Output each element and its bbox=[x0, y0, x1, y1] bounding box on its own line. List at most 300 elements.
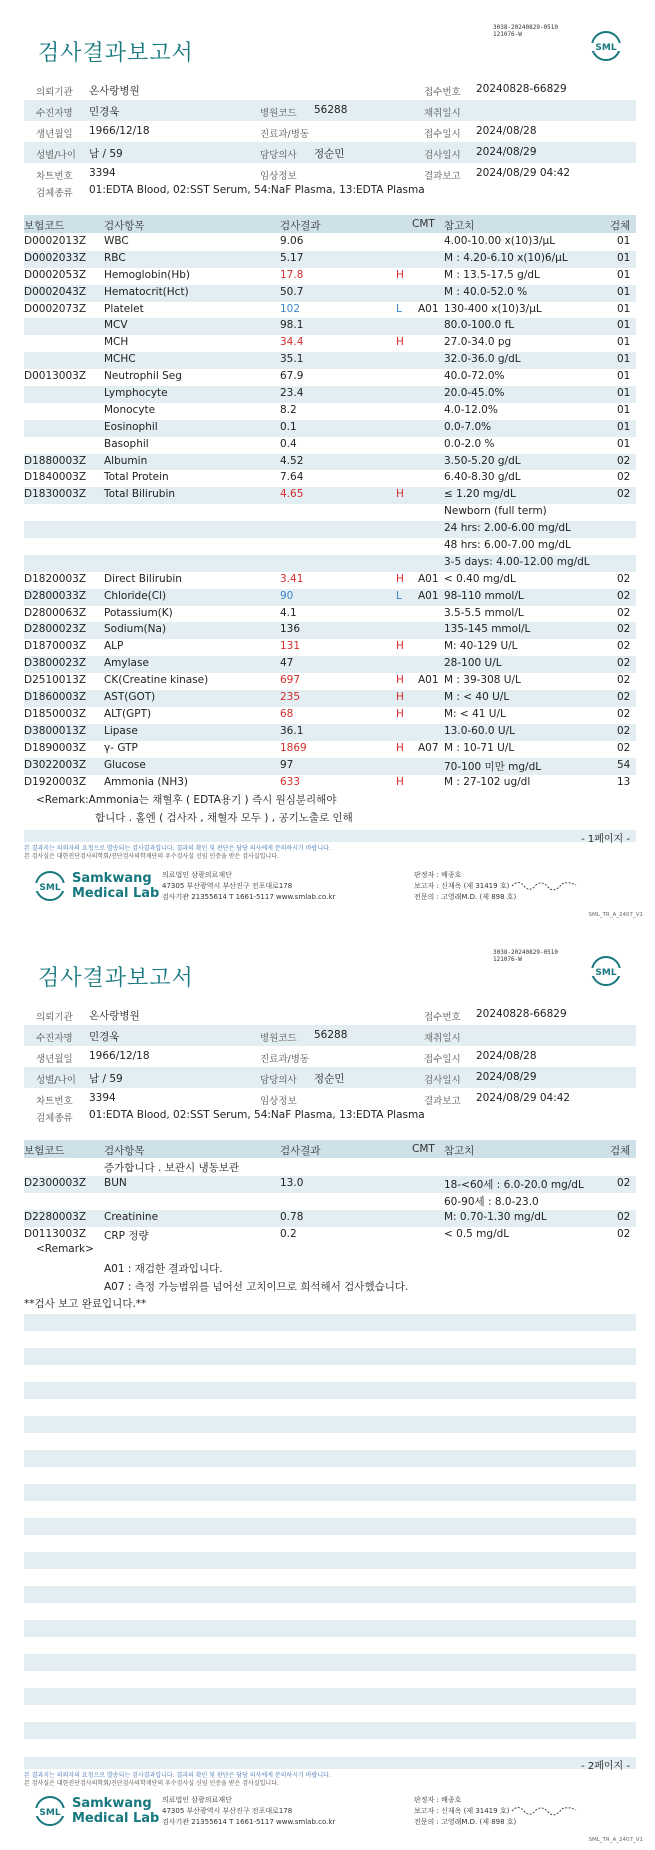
col-ref: 참고치 bbox=[444, 1145, 475, 1157]
test-value: 0.4 bbox=[280, 437, 297, 450]
test-value: 131 bbox=[280, 640, 301, 653]
test-name: Lymphocyte bbox=[104, 387, 168, 400]
company-name-line2: Medical Lab bbox=[72, 1811, 160, 1826]
chart-label: 차트번호 bbox=[36, 171, 73, 182]
test-name: CRP 정량 bbox=[104, 1229, 149, 1242]
test-value: 235 bbox=[280, 691, 301, 704]
blank-row bbox=[24, 1620, 636, 1637]
address-line1: 의료법인 삼광의료재단 bbox=[162, 871, 232, 879]
specimen-code: 54 bbox=[617, 758, 631, 771]
address-line3: 검사기관 21355614 T 1661-5117 www.smlab.co.kr bbox=[162, 893, 336, 901]
hospital-value: 온사랑병원 bbox=[89, 1010, 140, 1022]
specimen-code: 01 bbox=[617, 420, 631, 433]
specimen-code: 02 bbox=[617, 1210, 631, 1223]
reference-range: M : 40.0-52.0 % bbox=[444, 285, 528, 298]
footer-cert-note: 본 검사실은 대한진단검사의학회/진단검사의학재단의 우수검사실 신임 인증을 받은 검사실입니다. bbox=[24, 1780, 279, 1787]
specimen-code: 01 bbox=[617, 403, 631, 416]
specimen-code: 02 bbox=[617, 1227, 631, 1240]
reference-range: 98-110 mmol/L bbox=[444, 589, 524, 602]
footer-logo-text: SML bbox=[39, 883, 61, 893]
reference-range: 6.40-8.30 g/dL bbox=[444, 471, 521, 484]
info-row bbox=[24, 1088, 636, 1109]
reference-range: M : 4.20-6.10 x(10)6/μL bbox=[444, 251, 568, 264]
specimen-code: 01 bbox=[617, 319, 631, 332]
col-cmt: CMT bbox=[412, 1143, 435, 1155]
doc-id-line1: 3038-20240829-0510 bbox=[493, 24, 559, 31]
sex-age-label: 성별/나이 bbox=[36, 1075, 76, 1086]
specimen-code: 02 bbox=[617, 640, 631, 653]
test-name: Eosinophil bbox=[104, 420, 158, 433]
col-value: 검사결과 bbox=[280, 220, 321, 232]
test-code: D1920003Z bbox=[24, 775, 87, 788]
test-value: 50.7 bbox=[280, 285, 304, 298]
hospital-label: 의뢰기관 bbox=[36, 87, 73, 98]
reference-range: M : 39-308 U/L bbox=[444, 674, 521, 687]
hosp-code-value: 56288 bbox=[314, 1029, 348, 1041]
receipt-no-value: 20240828-66829 bbox=[476, 83, 567, 95]
test-code: D1840003Z bbox=[24, 471, 87, 484]
test-value: 0.2 bbox=[280, 1227, 297, 1240]
document-id bbox=[493, 24, 558, 38]
test-code: D0013003Z bbox=[24, 370, 87, 383]
reference-range: 18-<60세 : 6.0-20.0 mg/dL bbox=[444, 1178, 584, 1191]
signer-line3: 전문의 : 고영래M.D. (제 898 호) bbox=[414, 1818, 517, 1826]
receipt-date-label: 접수일시 bbox=[424, 1054, 461, 1065]
company-name-line1: Samkwang bbox=[72, 871, 152, 886]
company-name-line2: Medical Lab bbox=[72, 886, 160, 901]
doc-id-line2: 121076-W bbox=[493, 31, 522, 38]
specimen-code: 02 bbox=[617, 471, 631, 484]
hosp-code-value: 56288 bbox=[314, 104, 348, 116]
table-row bbox=[24, 234, 636, 251]
hospital-label: 의뢰기관 bbox=[36, 1012, 73, 1023]
reference-range: 13.0-60.0 U/L bbox=[444, 724, 515, 737]
test-name: Amylase bbox=[104, 657, 149, 670]
test-value: 3.41 bbox=[280, 572, 304, 585]
test-value: 633 bbox=[280, 775, 301, 788]
col-name: 검사항목 bbox=[104, 1145, 145, 1157]
reference-range: < 0.40 mg/dL bbox=[444, 572, 516, 585]
test-date-value: 2024/08/29 bbox=[476, 146, 537, 158]
test-code: D1850003Z bbox=[24, 707, 87, 720]
col-cmt: CMT bbox=[412, 218, 435, 230]
table-row bbox=[24, 673, 636, 690]
specimen-code: 02 bbox=[617, 606, 631, 619]
test-code: D0002053Z bbox=[24, 268, 87, 281]
reference-range: M : < 40 U/L bbox=[444, 691, 510, 704]
table-row bbox=[24, 622, 636, 639]
specimen-code: 01 bbox=[617, 235, 631, 247]
chart-value: 3394 bbox=[89, 1092, 116, 1104]
specimen-code: 01 bbox=[617, 370, 631, 383]
sex-age-value: 남 / 59 bbox=[89, 148, 123, 160]
blank-row bbox=[24, 1450, 636, 1467]
test-value: 7.64 bbox=[280, 471, 304, 484]
table-row bbox=[24, 251, 636, 268]
table-row bbox=[24, 1159, 636, 1176]
dept-label: 진료과/병동 bbox=[260, 1054, 310, 1065]
test-value: 13.0 bbox=[280, 1176, 304, 1189]
signature-icon bbox=[510, 877, 580, 891]
result-flag: H bbox=[396, 268, 404, 281]
results-table-header bbox=[24, 1140, 636, 1158]
reference-range: M: 0.70-1.30 mg/dL bbox=[444, 1210, 547, 1223]
signatories bbox=[414, 870, 516, 903]
blank-row bbox=[24, 1314, 636, 1331]
result-flag: H bbox=[396, 488, 404, 501]
reference-range: 0.0-2.0 % bbox=[444, 437, 495, 450]
sample-label: 검체종류 bbox=[36, 188, 73, 199]
result-flag: H bbox=[396, 775, 404, 788]
table-row bbox=[24, 335, 636, 352]
blank-row bbox=[24, 1484, 636, 1501]
test-value: 1869 bbox=[280, 741, 307, 754]
page-number: - 2페이지 - bbox=[581, 1761, 630, 1772]
table-row bbox=[24, 369, 636, 386]
reference-range: 40.0-72.0% bbox=[444, 370, 505, 383]
test-name: 증가합니다 . 보관시 냉동보관 bbox=[104, 1162, 240, 1174]
specimen-code: 02 bbox=[617, 724, 631, 737]
signer-line1: 판정자 : 배종호 bbox=[414, 1796, 462, 1804]
reference-range: 60-90세 : 8.0-23.0 bbox=[444, 1195, 539, 1208]
address-line2: 47305 부산광역시 부산진구 전포대로178 bbox=[162, 1807, 293, 1815]
birth-label: 생년월일 bbox=[36, 1054, 73, 1065]
test-name: RBC bbox=[104, 251, 126, 264]
specimen-code: 01 bbox=[617, 437, 631, 450]
test-value: 4.52 bbox=[280, 454, 304, 467]
test-code: D2800023Z bbox=[24, 623, 87, 636]
test-code: D0002073Z bbox=[24, 302, 87, 315]
info-row bbox=[24, 1025, 636, 1046]
reference-range: M: 40-129 U/L bbox=[444, 640, 518, 653]
test-name: MCV bbox=[104, 319, 128, 332]
test-value: 36.1 bbox=[280, 724, 304, 737]
specimen-code: 02 bbox=[617, 691, 631, 704]
receipt-date-value: 2024/08/28 bbox=[476, 1050, 537, 1062]
clinical-label: 임상정보 bbox=[260, 171, 297, 182]
blank-row bbox=[24, 1586, 636, 1603]
result-flag: H bbox=[396, 691, 404, 704]
test-name: Potassium(K) bbox=[104, 606, 173, 619]
reference-range: 48 hrs: 6.00-7.00 mg/dL bbox=[444, 539, 571, 552]
table-row bbox=[24, 352, 636, 369]
test-name: Monocyte bbox=[104, 403, 156, 416]
report-title: 검사결과보고서 bbox=[38, 966, 194, 991]
test-code: D0113003Z bbox=[24, 1227, 87, 1240]
specimen-code: 02 bbox=[617, 454, 631, 467]
specimen-code: 02 bbox=[617, 589, 631, 602]
test-value: 17.8 bbox=[280, 268, 304, 281]
reference-range: < 0.5 mg/dL bbox=[444, 1227, 510, 1240]
test-code: D1860003Z bbox=[24, 691, 87, 704]
patient-label: 수진자명 bbox=[36, 1033, 73, 1044]
test-value: 68 bbox=[280, 707, 294, 720]
remark-line-1: <Remark:Ammonia는 채혈후 ( EDTA용기 ) 즉시 원심분리해야 bbox=[36, 794, 337, 806]
test-name: Glucose bbox=[104, 758, 146, 771]
footer-logo-text: SML bbox=[39, 1808, 61, 1818]
form-version: SML_TR_A_2407_V1 bbox=[588, 912, 643, 918]
sex-age-value: 남 / 59 bbox=[89, 1073, 123, 1085]
sml-logo-icon bbox=[590, 955, 622, 987]
address-line1: 의료법인 삼광의료재단 bbox=[162, 1796, 232, 1804]
info-row bbox=[24, 1046, 636, 1067]
table-row bbox=[24, 318, 636, 335]
remark-line-2: 합니다 . 홀엔 ( 검사자 , 채혈자 모두 ) , 공기노출로 인해 bbox=[95, 812, 353, 824]
specimen-code: 02 bbox=[617, 488, 631, 501]
reference-range: Newborn (full term) bbox=[444, 505, 547, 518]
blank-row bbox=[24, 1416, 636, 1433]
table-row bbox=[24, 302, 636, 319]
result-flag: L bbox=[396, 302, 402, 315]
test-date-label: 검사일시 bbox=[424, 1075, 461, 1086]
patient-info bbox=[24, 79, 636, 184]
page-number-bar bbox=[24, 1757, 636, 1772]
report-date-value: 2024/08/29 04:42 bbox=[476, 1092, 571, 1104]
test-name: Hemoglobin(Hb) bbox=[104, 268, 191, 281]
blank-row bbox=[24, 1552, 636, 1569]
hosp-code-label: 병원코드 bbox=[260, 108, 297, 119]
specimen-code: 02 bbox=[617, 674, 631, 687]
sml-logo-icon bbox=[590, 30, 622, 62]
test-value: 98.1 bbox=[280, 319, 304, 332]
test-name: Neutrophil Seg bbox=[104, 370, 182, 383]
signatories bbox=[414, 1795, 516, 1828]
info-row bbox=[24, 1067, 636, 1088]
test-code: D3800023Z bbox=[24, 657, 87, 670]
test-name: MCHC bbox=[104, 353, 136, 366]
test-value: 34.4 bbox=[280, 336, 304, 349]
receipt-date-value: 2024/08/28 bbox=[476, 125, 537, 137]
test-code: D3800013Z bbox=[24, 724, 87, 737]
sample-type-row bbox=[24, 182, 636, 200]
reference-range: 4.00-10.00 x(10)3/μL bbox=[444, 235, 556, 247]
reference-range: 80.0-100.0 fL bbox=[444, 319, 515, 332]
test-value: 8.2 bbox=[280, 403, 297, 416]
test-name: CK(Creatine kinase) bbox=[104, 674, 209, 687]
company-address bbox=[162, 870, 335, 903]
test-name: Lipase bbox=[104, 724, 138, 737]
specimen-code: 01 bbox=[617, 268, 631, 281]
sex-age-label: 성별/나이 bbox=[36, 150, 76, 161]
result-flag: H bbox=[396, 674, 404, 687]
report-date-label: 결과보고 bbox=[424, 1096, 461, 1107]
company-name bbox=[72, 871, 159, 901]
test-name: BUN bbox=[104, 1176, 127, 1189]
signer-line3: 전문의 : 고영래M.D. (제 898 호) bbox=[414, 893, 517, 901]
specimen-code: 01 bbox=[617, 251, 631, 264]
reference-range: 28-100 U/L bbox=[444, 657, 502, 670]
reference-range: M : 10-71 U/L bbox=[444, 741, 515, 754]
specimen-code: 01 bbox=[617, 336, 631, 349]
test-value: 35.1 bbox=[280, 353, 304, 366]
sml-footer-logo-icon bbox=[34, 870, 66, 902]
footer-cert-note: 본 검사실은 대한진단검사의학회/진단검사의학재단의 우수검사실 신임 인증을 받은 검사실입니다. bbox=[24, 853, 279, 860]
test-value: 0.78 bbox=[280, 1210, 304, 1223]
doc-id-line2: 121076-W bbox=[493, 956, 522, 963]
result-flag: H bbox=[396, 336, 404, 349]
test-name: Hematocrit(Hct) bbox=[104, 285, 189, 298]
blank-row bbox=[24, 1722, 636, 1739]
table-row bbox=[24, 1227, 636, 1244]
dept-label: 진료과/병동 bbox=[260, 129, 310, 140]
doctor-label: 담당의사 bbox=[260, 1075, 297, 1086]
reference-range: 32.0-36.0 g/dL bbox=[444, 353, 521, 366]
table-row bbox=[24, 1210, 636, 1227]
col-code: 보험코드 bbox=[24, 1145, 65, 1157]
comment-code: A01 bbox=[418, 302, 439, 315]
company-address bbox=[162, 1795, 335, 1828]
collect-date-label: 채취일시 bbox=[424, 1033, 461, 1044]
blank-row bbox=[24, 1382, 636, 1399]
result-flag: H bbox=[396, 572, 404, 585]
page-number: - 1페이지 - bbox=[581, 834, 630, 845]
table-row bbox=[24, 639, 636, 656]
specimen-code: 13 bbox=[617, 775, 631, 788]
sample-label: 검체종류 bbox=[36, 1113, 73, 1124]
specimen-code: 02 bbox=[617, 741, 631, 754]
table-row bbox=[24, 538, 636, 555]
birth-value: 1966/12/18 bbox=[89, 1050, 150, 1062]
test-code: D1880003Z bbox=[24, 454, 87, 467]
remark-title: <Remark> bbox=[36, 1243, 94, 1255]
test-code: D2300003Z bbox=[24, 1176, 87, 1189]
test-code: D0002043Z bbox=[24, 285, 87, 298]
info-row bbox=[24, 1004, 636, 1025]
result-flag: L bbox=[396, 589, 402, 602]
info-row bbox=[24, 79, 636, 100]
receipt-no-value: 20240828-66829 bbox=[476, 1008, 567, 1020]
test-code: D2800033Z bbox=[24, 589, 87, 602]
col-value: 검사결과 bbox=[280, 1145, 321, 1157]
clinical-label: 임상정보 bbox=[260, 1096, 297, 1107]
specimen-code: 02 bbox=[617, 623, 631, 636]
reference-range: 0.0-7.0% bbox=[444, 420, 492, 433]
test-value: 90 bbox=[280, 589, 294, 602]
table-row bbox=[24, 690, 636, 707]
report-complete: **검사 보고 완료입니다.** bbox=[24, 1298, 147, 1310]
report-title: 검사결과보고서 bbox=[38, 41, 194, 66]
footer-fine-print: 본 결과지는 의뢰자의 요청으로 발송되는 검사결과입니다. 결과의 확인 및 판단은 담당 의사에게 문의하시기 바랍니다. bbox=[24, 845, 331, 852]
table-row bbox=[24, 741, 636, 758]
table-row bbox=[24, 420, 636, 437]
doctor-value: 정순민 bbox=[314, 1073, 345, 1085]
reference-range: M : 27-102 ug/dl bbox=[444, 775, 531, 788]
hosp-code-label: 병원코드 bbox=[260, 1033, 297, 1044]
reference-range: 70-100 미만 mg/dL bbox=[444, 760, 542, 773]
doctor-value: 정순민 bbox=[314, 148, 345, 160]
comment-code: A01 bbox=[418, 674, 439, 687]
results-table-body bbox=[24, 1159, 636, 1243]
comment-code: A01 bbox=[418, 589, 439, 602]
test-value: 136 bbox=[280, 623, 301, 636]
test-value: 697 bbox=[280, 674, 301, 687]
blank-row bbox=[24, 1688, 636, 1705]
test-date-value: 2024/08/29 bbox=[476, 1071, 537, 1083]
address-line3: 검사기관 21355614 T 1661-5117 www.smlab.co.kr bbox=[162, 1818, 336, 1826]
test-name: Ammonia (NH3) bbox=[104, 775, 189, 788]
test-code: D0002013Z bbox=[24, 235, 87, 247]
doc-id-line1: 3038-20240829-0510 bbox=[493, 949, 559, 956]
result-flag: H bbox=[396, 640, 404, 653]
birth-value: 1966/12/18 bbox=[89, 125, 150, 137]
remark-a01: A01 : 재검한 결과입니다. bbox=[104, 1263, 223, 1275]
signer-line1: 판정자 : 배종호 bbox=[414, 871, 462, 879]
table-row bbox=[24, 403, 636, 420]
table-row bbox=[24, 724, 636, 741]
col-ref: 참고치 bbox=[444, 220, 475, 232]
test-name: Basophil bbox=[104, 437, 149, 450]
patient-label: 수진자명 bbox=[36, 108, 73, 119]
test-value: 23.4 bbox=[280, 387, 304, 400]
test-name: Chloride(Cl) bbox=[104, 589, 167, 602]
collect-date-label: 채취일시 bbox=[424, 108, 461, 119]
blank-row bbox=[24, 1518, 636, 1535]
test-value: 47 bbox=[280, 657, 294, 670]
reference-range: 20.0-45.0% bbox=[444, 387, 505, 400]
test-name: Albumin bbox=[104, 454, 148, 467]
table-row bbox=[24, 437, 636, 454]
table-row bbox=[24, 707, 636, 724]
reference-range: ≤ 1.20 mg/dL bbox=[444, 488, 516, 501]
test-date-label: 검사일시 bbox=[424, 150, 461, 161]
receipt-no-label: 접수번호 bbox=[424, 87, 461, 98]
specimen-code: 02 bbox=[617, 572, 631, 585]
doctor-label: 담당의사 bbox=[260, 150, 297, 161]
specimen-code: 02 bbox=[617, 707, 631, 720]
test-name: ALT(GPT) bbox=[104, 707, 152, 720]
reference-range: 3.50-5.20 g/dL bbox=[444, 454, 521, 467]
signer-line2: 보고자 : 신재옥 (제 31419 호) bbox=[414, 1807, 510, 1815]
test-code: D1890003Z bbox=[24, 741, 87, 754]
sample-value: 01:EDTA Blood, 02:SST Serum, 54:NaF Plasma, 13:EDTA Plasma bbox=[89, 184, 425, 196]
reference-range: 4.0-12.0% bbox=[444, 403, 498, 416]
patient-value: 민경욱 bbox=[89, 106, 120, 118]
logo-text: SML bbox=[595, 43, 617, 53]
specimen-code: 02 bbox=[617, 657, 631, 670]
specimen-code: 02 bbox=[617, 1176, 631, 1189]
specimen-code: 01 bbox=[617, 387, 631, 400]
table-row bbox=[24, 775, 636, 792]
table-row bbox=[24, 555, 636, 572]
test-name: Total Bilirubin bbox=[104, 488, 176, 501]
report-date-value: 2024/08/29 04:42 bbox=[476, 167, 571, 179]
test-value: 102 bbox=[280, 302, 301, 315]
remark-a07: A07 : 측정 가능범위를 넘어선 고치이므로 희석해서 검사했습니다. bbox=[104, 1281, 409, 1293]
signature-icon bbox=[510, 1802, 580, 1816]
test-name: Direct Bilirubin bbox=[104, 572, 182, 585]
specimen-code: 01 bbox=[617, 285, 631, 298]
col-spec: 검체 bbox=[610, 1145, 631, 1157]
report-date-label: 결과보고 bbox=[424, 171, 461, 182]
info-row bbox=[24, 100, 636, 121]
table-row bbox=[24, 285, 636, 302]
table-row bbox=[24, 589, 636, 606]
test-name: γ- GTP bbox=[104, 741, 138, 754]
blank-row bbox=[24, 1654, 636, 1671]
table-row bbox=[24, 572, 636, 589]
test-code: D1830003Z bbox=[24, 488, 87, 501]
chart-label: 차트번호 bbox=[36, 1096, 73, 1107]
test-value: 67.9 bbox=[280, 370, 304, 383]
test-name: Total Protein bbox=[104, 471, 169, 484]
result-flag: H bbox=[396, 707, 404, 720]
reference-range: 3.5-5.5 mmol/L bbox=[444, 606, 524, 619]
result-flag: H bbox=[396, 741, 404, 754]
reference-range: 135-145 mmol/L bbox=[444, 623, 531, 636]
specimen-code: 01 bbox=[617, 353, 631, 366]
table-row bbox=[24, 268, 636, 285]
test-code: D3022003Z bbox=[24, 758, 87, 771]
